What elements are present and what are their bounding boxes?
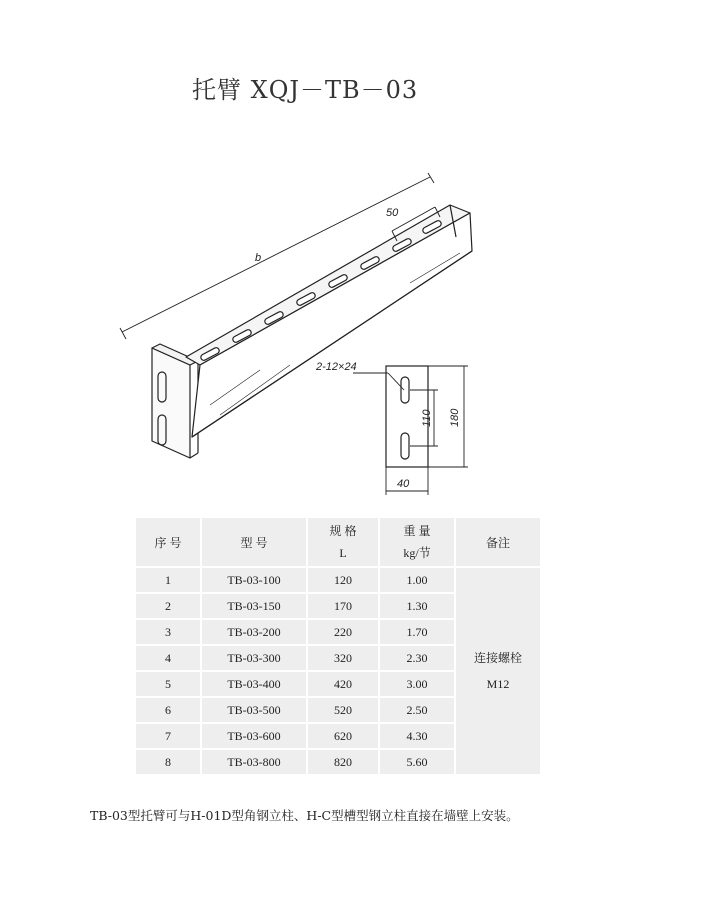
cell-weight: 1.00 [379,567,455,593]
header-spec-line2: L [339,546,347,560]
header-spec [307,517,379,567]
cell-no: 1 [135,567,201,593]
header-weight [379,517,455,567]
dim-110-label: 110 [421,409,433,427]
cell-weight: 3.00 [379,671,455,697]
cell-model: TB-03-400 [201,671,307,697]
cell-no: 3 [135,619,201,645]
cell-model: TB-03-500 [201,697,307,723]
table-row [135,567,541,593]
dim-50-label: 50 [386,207,399,219]
cell-no: 6 [135,697,201,723]
cell-model: TB-03-200 [201,619,307,645]
cell-spec: 420 [307,671,379,697]
cell-no: 2 [135,593,201,619]
cell-weight: 2.50 [379,697,455,723]
header-weight-line1: 重 量 [403,524,431,538]
table-header-row [135,517,541,567]
cell-no: 8 [135,749,201,775]
cell-model: TB-03-600 [201,723,307,749]
header-remark: 备注 [455,517,541,567]
cell-no: 7 [135,723,201,749]
cell-weight: 1.70 [379,619,455,645]
cell-spec: 220 [307,619,379,645]
cell-spec: 170 [307,593,379,619]
installation-note: TB-03型托臂可与H-01D型角钢立柱、H-C型槽型钢立柱直接在墙壁上安装。 [90,808,519,823]
cell-no: 5 [135,671,201,697]
cell-spec: 320 [307,645,379,671]
cell-model: TB-03-150 [201,593,307,619]
header-model: 型 号 [201,517,307,567]
cell-model: TB-03-100 [201,567,307,593]
dim-40-label: 40 [397,478,410,490]
header-no: 序 号 [135,517,201,567]
page-title: 托臂 XQJ－TB－03 [192,76,419,104]
cell-weight: 4.30 [379,723,455,749]
cell-remark [455,567,541,775]
cell-weight: 1.30 [379,593,455,619]
spec-table [134,516,542,776]
cell-weight: 5.60 [379,749,455,775]
bracket-drawing [110,165,490,500]
remark-line2: M12 [486,677,510,691]
dim-180-label: 180 [449,408,461,427]
dim-hole-label: 2-12×24 [316,361,357,373]
cell-model: TB-03-800 [201,749,307,775]
cell-no: 4 [135,645,201,671]
cell-spec: 520 [307,697,379,723]
cell-spec: 620 [307,723,379,749]
remark-line1: 连接螺栓 [473,651,522,665]
header-spec-line1: 规 格 [329,524,357,538]
cell-spec: 120 [307,567,379,593]
dim-b-label: b [255,252,262,264]
cell-model: TB-03-300 [201,645,307,671]
cell-spec: 820 [307,749,379,775]
header-weight-line2: kg/节 [403,546,431,560]
cell-weight: 2.30 [379,645,455,671]
